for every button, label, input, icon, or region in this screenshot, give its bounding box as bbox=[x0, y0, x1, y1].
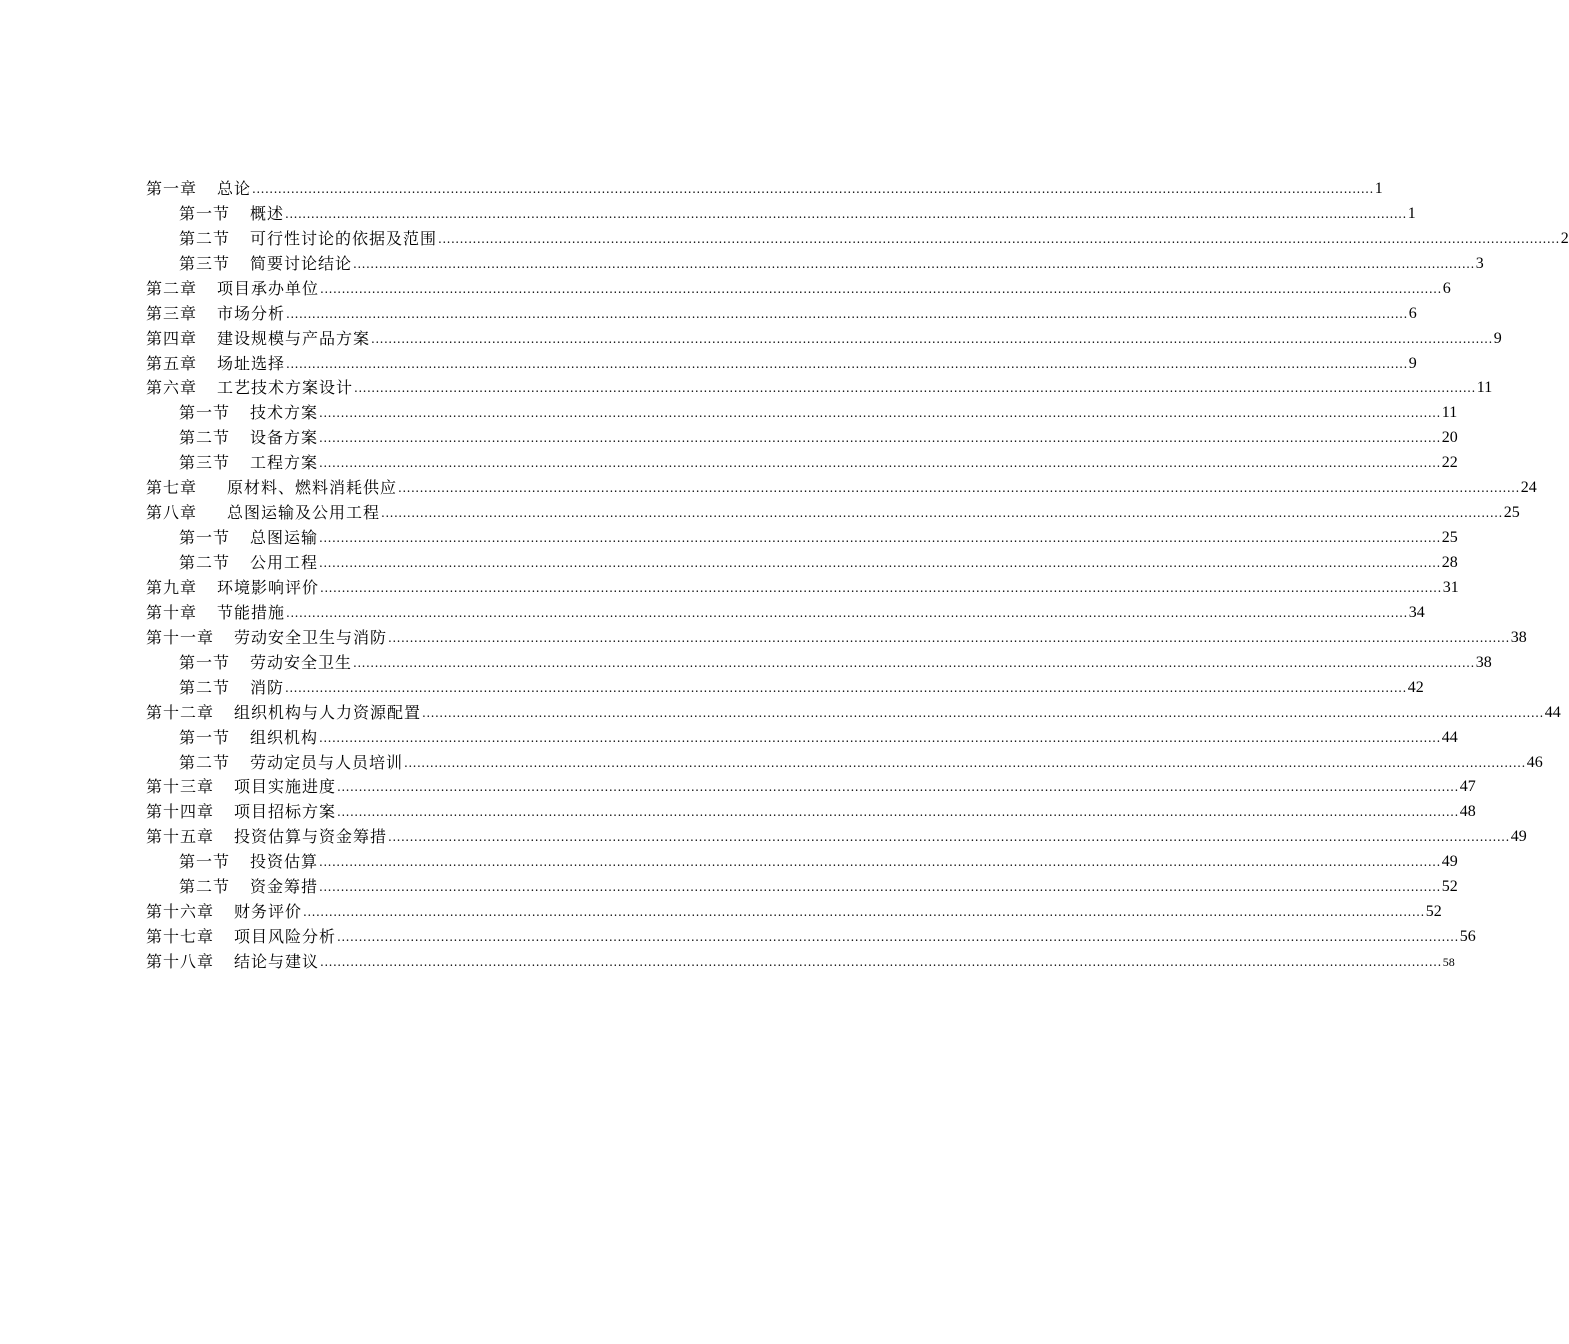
toc-page-number: 38 bbox=[1510, 628, 1527, 646]
toc-entry-number: 第三节 bbox=[179, 453, 231, 473]
toc-entry-label bbox=[146, 802, 336, 822]
toc-dot-leader: .................................................................................................................................................................................................................................................................... bbox=[319, 855, 1441, 870]
toc-entry-label bbox=[179, 653, 352, 673]
toc-entry-label bbox=[179, 204, 284, 224]
toc-entry-number: 第三章 bbox=[146, 303, 198, 323]
toc-entry-number: 第二节 bbox=[179, 228, 231, 248]
toc-dot-leader: .................................................................................................................................................................................................................................................................... bbox=[371, 331, 1493, 346]
toc-entry-number: 第十章 bbox=[146, 602, 198, 622]
toc-entry-label bbox=[179, 877, 318, 897]
toc-page-number: 1 bbox=[1407, 204, 1416, 222]
toc-dot-leader: .................................................................................................................................................................................................................................................................... bbox=[286, 306, 1408, 321]
toc-page-number: 6 bbox=[1442, 279, 1451, 297]
toc-entry-number: 第十七章 bbox=[146, 927, 215, 947]
toc-page-number: 34 bbox=[1408, 603, 1425, 621]
toc-dot-leader: .................................................................................................................................................................................................................................................................... bbox=[320, 580, 1442, 595]
toc-dot-leader: .................................................................................................................................................................................................................................................................... bbox=[319, 406, 1441, 421]
toc-section-entry[interactable] bbox=[146, 224, 1569, 249]
toc-entry-label bbox=[146, 777, 336, 797]
toc-page-number: 20 bbox=[1441, 429, 1458, 447]
toc-entry-label bbox=[146, 329, 370, 349]
toc-entry-title: 总图运输 bbox=[250, 528, 319, 548]
toc-entry-number: 第十二章 bbox=[146, 702, 215, 722]
toc-entry-label bbox=[146, 503, 380, 523]
toc-entry-number: 第八章 bbox=[146, 503, 198, 523]
toc-section-entry[interactable] bbox=[146, 423, 1458, 448]
toc-entry-number: 第一节 bbox=[179, 652, 231, 672]
toc-page-number: 25 bbox=[1441, 529, 1458, 547]
toc-dot-leader: .................................................................................................................................................................................................................................................................... bbox=[286, 605, 1408, 620]
toc-entry-label bbox=[179, 678, 284, 698]
toc-page-number: 6 bbox=[1408, 304, 1417, 322]
toc-chapter-entry[interactable] bbox=[146, 324, 1502, 349]
toc-chapter-entry[interactable] bbox=[146, 573, 1459, 598]
toc-section-entry[interactable] bbox=[146, 872, 1458, 897]
toc-entry-title: 组织机构与人力资源配置 bbox=[234, 702, 422, 722]
toc-dot-leader: .................................................................................................................................................................................................................................................................... bbox=[319, 730, 1441, 745]
toc-entry-label bbox=[146, 279, 319, 299]
toc-entry-title: 项目承办单位 bbox=[217, 278, 320, 298]
toc-entry-number: 第二章 bbox=[146, 278, 198, 298]
toc-entry-title: 劳动定员与人员培训 bbox=[250, 752, 404, 772]
toc-page-number: 52 bbox=[1425, 903, 1442, 921]
toc-entry-title: 投资估算 bbox=[250, 852, 319, 872]
toc-entry-label bbox=[179, 453, 318, 473]
toc-dot-leader: .................................................................................................................................................................................................................................................................... bbox=[353, 655, 1475, 670]
toc-dot-leader: .................................................................................................................................................................................................................................................................... bbox=[286, 356, 1408, 371]
toc-entry-label bbox=[146, 578, 319, 598]
toc-entry-label bbox=[146, 952, 319, 972]
toc-dot-leader: .................................................................................................................................................................................................................................................................... bbox=[438, 231, 1560, 246]
toc-entry-label bbox=[146, 378, 353, 398]
toc-page-number: 1 bbox=[1374, 179, 1383, 197]
toc-dot-leader: .................................................................................................................................................................................................................................................................... bbox=[319, 456, 1441, 471]
toc-chapter-entry[interactable] bbox=[146, 698, 1561, 723]
toc-entry-number: 第三节 bbox=[179, 253, 231, 273]
toc-chapter-entry[interactable] bbox=[146, 897, 1442, 922]
toc-entry-title: 劳动安全卫生与消防 bbox=[234, 627, 388, 647]
table-of-contents bbox=[146, 174, 1569, 972]
toc-entry-title: 概述 bbox=[250, 203, 285, 223]
toc-page-number: 58 bbox=[1442, 955, 1455, 969]
toc-chapter-entry[interactable] bbox=[146, 498, 1520, 523]
toc-chapter-entry[interactable] bbox=[146, 623, 1527, 648]
toc-dot-leader: .................................................................................................................................................................................................................................................................... bbox=[320, 955, 1442, 969]
toc-entry-number: 第二节 bbox=[179, 428, 231, 448]
toc-section-entry[interactable] bbox=[146, 249, 1484, 274]
toc-entry-title: 财务评价 bbox=[234, 902, 303, 922]
toc-entry-title: 设备方案 bbox=[250, 428, 319, 448]
toc-entry-label bbox=[146, 179, 251, 199]
toc-entry-title: 投资估算与资金筹措 bbox=[234, 827, 388, 847]
toc-entry-label bbox=[179, 254, 352, 274]
toc-page-number: 52 bbox=[1441, 878, 1458, 896]
toc-entry-number: 第一节 bbox=[179, 203, 231, 223]
toc-dot-leader: .................................................................................................................................................................................................................................................................... bbox=[422, 705, 1544, 720]
toc-section-entry[interactable] bbox=[146, 748, 1543, 773]
toc-chapter-entry[interactable] bbox=[146, 374, 1493, 399]
toc-section-entry[interactable] bbox=[146, 723, 1458, 748]
toc-entry-label bbox=[146, 827, 387, 847]
toc-entry-label bbox=[179, 229, 437, 249]
toc-dot-leader: .................................................................................................................................................................................................................................................................... bbox=[337, 930, 1459, 945]
toc-dot-leader: .................................................................................................................................................................................................................................................................... bbox=[319, 880, 1441, 895]
toc-dot-leader: .................................................................................................................................................................................................................................................................... bbox=[404, 755, 1526, 770]
toc-entry-label bbox=[179, 753, 403, 773]
toc-entry-title: 结论与建议 bbox=[234, 952, 320, 971]
toc-entry-label bbox=[179, 528, 318, 548]
toc-section-entry[interactable] bbox=[146, 548, 1458, 573]
toc-entry-title: 项目招标方案 bbox=[234, 802, 337, 822]
toc-entry-number: 第一章 bbox=[146, 178, 198, 198]
toc-entry-label bbox=[146, 304, 285, 324]
toc-entry-title: 工程方案 bbox=[250, 453, 319, 473]
toc-entry-label bbox=[146, 628, 387, 648]
toc-section-entry[interactable] bbox=[146, 448, 1458, 473]
toc-entry-number: 第二节 bbox=[179, 553, 231, 572]
toc-entry-number: 第一节 bbox=[179, 852, 231, 872]
toc-entry-title: 劳动安全卫生 bbox=[250, 652, 353, 672]
toc-entry-label bbox=[179, 852, 318, 872]
toc-dot-leader: .................................................................................................................................................................................................................................................................... bbox=[303, 905, 1425, 920]
toc-chapter-entry[interactable] bbox=[146, 349, 1417, 374]
toc-entry-label bbox=[146, 902, 302, 922]
toc-dot-leader: .................................................................................................................................................................................................................................................................... bbox=[337, 805, 1459, 820]
toc-entry-label bbox=[146, 354, 285, 374]
toc-page-number: 11 bbox=[1441, 404, 1458, 422]
toc-dot-leader: .................................................................................................................................................................................................................................................................... bbox=[285, 680, 1407, 695]
toc-entry-title: 项目风险分析 bbox=[234, 927, 337, 947]
toc-section-entry[interactable] bbox=[146, 398, 1458, 423]
toc-entry-number: 第十三章 bbox=[146, 777, 215, 797]
toc-page-number: 24 bbox=[1520, 479, 1537, 497]
toc-chapter-entry[interactable] bbox=[146, 822, 1527, 847]
toc-dot-leader: .................................................................................................................................................................................................................................................................... bbox=[354, 381, 1476, 396]
toc-dot-leader: .................................................................................................................................................................................................................................................................... bbox=[252, 181, 1374, 196]
toc-entry-label bbox=[179, 403, 318, 423]
toc-chapter-entry[interactable] bbox=[146, 947, 1455, 972]
toc-dot-leader: .................................................................................................................................................................................................................................................................... bbox=[285, 206, 1407, 221]
toc-entry-number: 第一节 bbox=[179, 403, 231, 423]
toc-entry-label bbox=[146, 478, 397, 498]
toc-entry-number: 第十五章 bbox=[146, 827, 215, 847]
toc-entry-number: 第二节 bbox=[179, 677, 231, 697]
toc-entry-title: 市场分析 bbox=[217, 303, 286, 323]
toc-page-number: 49 bbox=[1441, 853, 1458, 871]
toc-chapter-entry[interactable] bbox=[146, 922, 1476, 947]
toc-section-entry[interactable] bbox=[146, 199, 1416, 224]
toc-entry-number: 第五章 bbox=[146, 353, 198, 373]
toc-page-number: 49 bbox=[1510, 828, 1527, 846]
toc-chapter-entry[interactable] bbox=[146, 797, 1476, 822]
toc-entry-number: 第四章 bbox=[146, 328, 198, 348]
toc-entry-label bbox=[179, 553, 318, 573]
toc-page-number: 3 bbox=[1475, 254, 1484, 272]
toc-entry-label bbox=[146, 927, 336, 947]
toc-page-number: 25 bbox=[1503, 504, 1520, 522]
toc-chapter-entry[interactable] bbox=[146, 473, 1537, 498]
toc-page-number: 46 bbox=[1526, 753, 1543, 771]
toc-dot-leader: .................................................................................................................................................................................................................................................................... bbox=[381, 506, 1503, 521]
toc-page-number: 38 bbox=[1475, 653, 1492, 671]
toc-page-number: 22 bbox=[1441, 454, 1458, 472]
toc-entry-title: 公用工程 bbox=[250, 553, 319, 572]
toc-dot-leader: .................................................................................................................................................................................................................................................................... bbox=[319, 431, 1441, 446]
toc-page-number: 47 bbox=[1459, 778, 1476, 796]
toc-page-number: 44 bbox=[1441, 728, 1458, 746]
toc-entry-title: 组织机构 bbox=[250, 727, 319, 747]
toc-entry-title: 技术方案 bbox=[250, 403, 319, 423]
toc-entry-number: 第七章 bbox=[146, 478, 198, 498]
toc-entry-number: 第十六章 bbox=[146, 902, 215, 922]
toc-page-number: 2 bbox=[1560, 229, 1569, 247]
toc-entry-title: 简要讨论结论 bbox=[250, 253, 353, 273]
toc-dot-leader: .................................................................................................................................................................................................................................................................... bbox=[337, 780, 1459, 795]
toc-entry-title: 场址选择 bbox=[217, 353, 286, 373]
toc-entry-number: 第十八章 bbox=[146, 952, 215, 971]
toc-page-number: 31 bbox=[1442, 578, 1459, 596]
toc-entry-title: 节能措施 bbox=[217, 602, 286, 622]
toc-page-number: 44 bbox=[1544, 703, 1561, 721]
toc-entry-title: 消防 bbox=[250, 677, 285, 697]
toc-page-number: 56 bbox=[1459, 928, 1476, 946]
toc-entry-number: 第九章 bbox=[146, 577, 198, 597]
toc-page-number: 11 bbox=[1476, 379, 1493, 397]
toc-dot-leader: .................................................................................................................................................................................................................................................................... bbox=[319, 531, 1441, 546]
toc-dot-leader: .................................................................................................................................................................................................................................................................... bbox=[353, 256, 1475, 271]
toc-entry-label bbox=[179, 728, 318, 748]
toc-entry-number: 第一节 bbox=[179, 727, 231, 747]
toc-entry-number: 第一节 bbox=[179, 528, 231, 548]
toc-entry-number: 第二节 bbox=[179, 752, 231, 772]
toc-entry-label bbox=[146, 703, 421, 723]
toc-entry-number: 第十一章 bbox=[146, 627, 215, 647]
toc-entry-title: 资金筹措 bbox=[250, 877, 319, 897]
toc-entry-label bbox=[146, 603, 285, 623]
toc-entry-title: 工艺技术方案设计 bbox=[217, 378, 354, 398]
toc-dot-leader: .................................................................................................................................................................................................................................................................... bbox=[320, 281, 1442, 296]
toc-page-number: 9 bbox=[1408, 354, 1417, 372]
toc-section-entry[interactable] bbox=[146, 648, 1492, 673]
toc-chapter-entry[interactable] bbox=[146, 174, 1383, 199]
toc-page-number: 28 bbox=[1441, 554, 1458, 571]
toc-entry-title: 环境影响评价 bbox=[217, 577, 320, 597]
toc-entry-number: 第六章 bbox=[146, 378, 198, 398]
toc-page-number: 48 bbox=[1459, 803, 1476, 821]
toc-section-entry[interactable] bbox=[146, 523, 1458, 548]
toc-entry-title: 可行性讨论的依据及范围 bbox=[250, 228, 438, 248]
toc-page-number: 9 bbox=[1493, 329, 1502, 347]
toc-dot-leader: .................................................................................................................................................................................................................................................................... bbox=[398, 481, 1520, 496]
toc-dot-leader: .................................................................................................................................................................................................................................................................... bbox=[319, 556, 1441, 570]
toc-section-entry[interactable] bbox=[146, 847, 1458, 872]
toc-section-entry[interactable] bbox=[146, 673, 1424, 698]
toc-page-number: 42 bbox=[1407, 678, 1424, 696]
toc-chapter-entry[interactable] bbox=[146, 299, 1417, 324]
toc-chapter-entry[interactable] bbox=[146, 773, 1476, 798]
toc-entry-number: 第二节 bbox=[179, 877, 231, 897]
toc-chapter-entry[interactable] bbox=[146, 274, 1451, 299]
toc-entry-label bbox=[179, 428, 318, 448]
toc-chapter-entry[interactable] bbox=[146, 598, 1425, 623]
toc-dot-leader: .................................................................................................................................................................................................................................................................... bbox=[388, 630, 1510, 645]
toc-entry-title: 总图运输及公用工程 bbox=[227, 503, 381, 523]
toc-entry-title: 原材料、燃料消耗供应 bbox=[227, 478, 398, 498]
toc-entry-number: 第十四章 bbox=[146, 802, 215, 822]
toc-entry-title: 总论 bbox=[217, 178, 252, 198]
toc-entry-title: 建设规模与产品方案 bbox=[217, 328, 371, 348]
toc-entry-title: 项目实施进度 bbox=[234, 777, 337, 797]
toc-dot-leader: .................................................................................................................................................................................................................................................................... bbox=[388, 830, 1510, 845]
